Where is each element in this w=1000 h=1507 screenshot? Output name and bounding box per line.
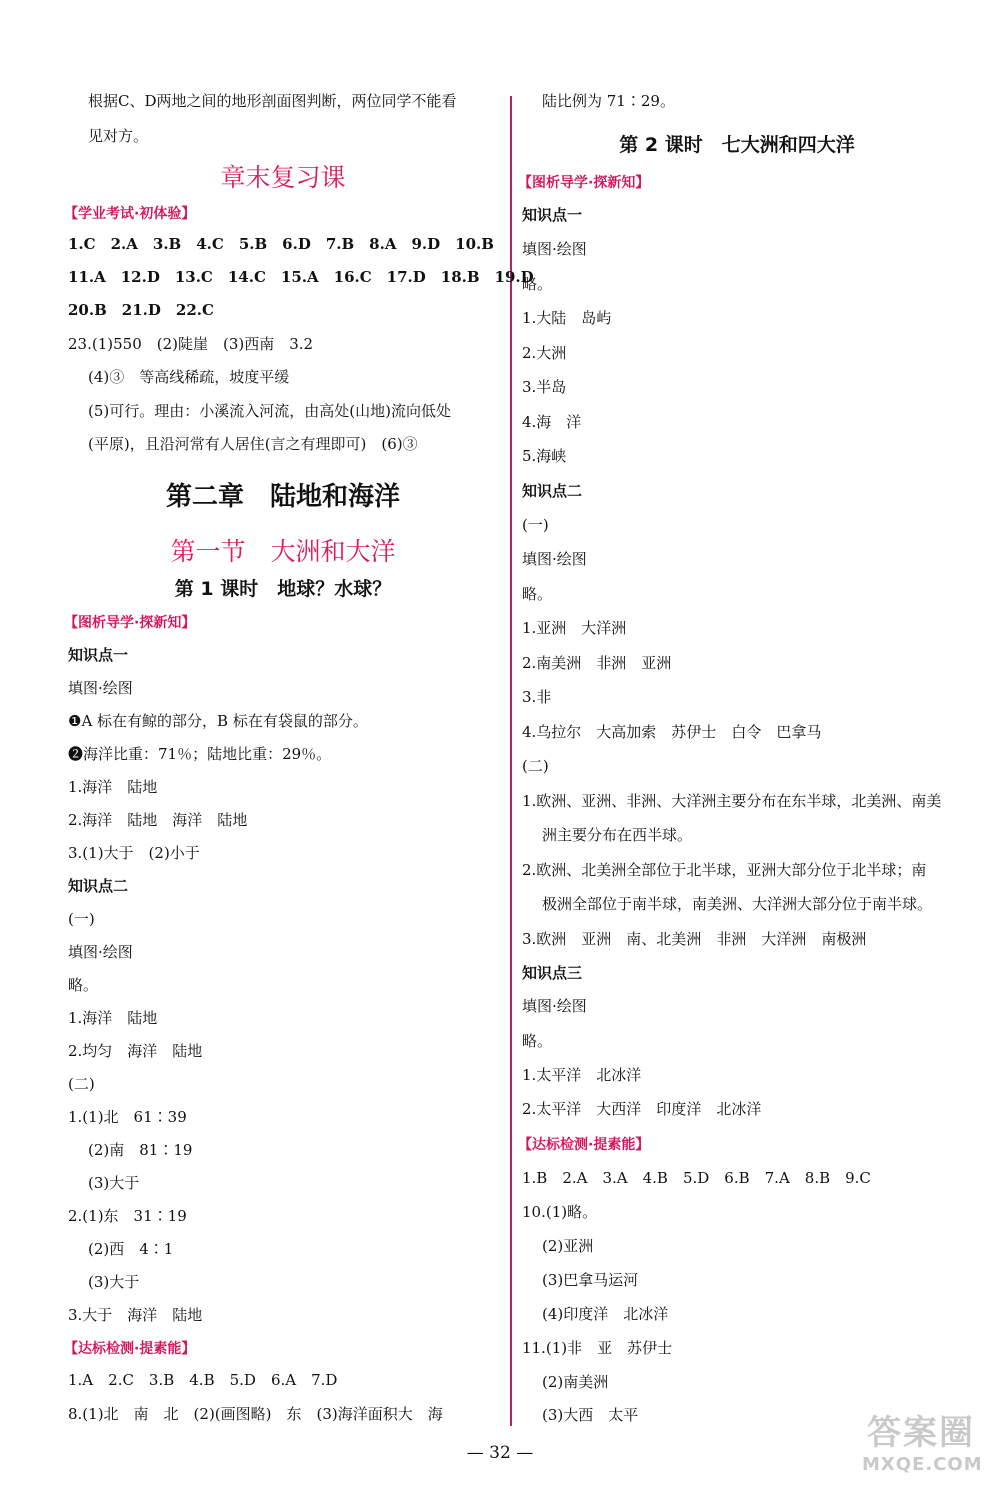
guide-line: 2.太平洋 大西洋 印度洋 北冰洋	[522, 1100, 762, 1118]
column-divider	[510, 96, 512, 1426]
chapter-title: 第二章 陆地和海洋	[165, 482, 401, 512]
review-sub-line: (5)可行。理由：小溪流入河流，由高处(山地)流向低处	[88, 402, 451, 420]
guide-line: 略。	[522, 275, 553, 293]
check-sub-line: (2)南美洲	[542, 1373, 609, 1391]
review-answer-line: 11.A 12.D 13.C 14.C 15.A 16.C 17.D 18.B 19.D	[68, 268, 534, 286]
watermark-top: 答案圈	[867, 1413, 975, 1453]
guide-line: 略。	[68, 976, 99, 994]
guide-line: 2.大洲	[522, 344, 567, 362]
guide-sub-line: (2)西 4∶1	[88, 1240, 174, 1258]
check-sub-line: (3)大西 太平	[542, 1406, 639, 1424]
guide-line: 填图·绘图	[522, 997, 587, 1015]
guide-line: 2.海洋 陆地 海洋 陆地	[68, 811, 248, 829]
guide-line: 填图·绘图	[522, 550, 587, 568]
check-line: 8.(1)北 南 北 (2)(画图略) 东 (3)海洋面积大 海	[68, 1405, 443, 1423]
guide-line: 2.均匀 海洋 陆地	[68, 1042, 203, 1060]
guide-line: 4.海 洋	[522, 413, 582, 431]
check-line: 1.B 2.A 3.A 4.B 5.D 6.B 7.A 8.B 9.C	[522, 1169, 871, 1187]
guide-line: 3.非	[522, 688, 552, 706]
guide-line: 4.乌拉尔 大高加索 苏伊士 白令 巴拿马	[522, 723, 822, 741]
review-sub-line: (4)③ 等高线稀疏，坡度平缓	[88, 368, 290, 386]
check-sub-line: (3)巴拿马运河	[542, 1271, 639, 1289]
knowledge-point: 知识点一	[522, 206, 583, 224]
knowledge-point: 知识点二	[522, 482, 583, 500]
guide-line: 极洲全部位于南半球，南美洲、大洋洲大部分位于南半球。	[542, 895, 933, 913]
guide-line: 填图·绘图	[522, 240, 587, 258]
guide-line: 3.欧洲 亚洲 南、北美洲 非洲 大洋洲 南极洲	[522, 930, 867, 948]
guide-line: 2.南美洲 非洲 亚洲	[522, 654, 672, 672]
check-line: 1.A 2.C 3.B 4.B 5.D 6.A 7.D	[68, 1371, 338, 1389]
check-line: 10.(1)略。	[522, 1203, 598, 1221]
intro-line-1: 根据C、D两地之间的地形剖面图判断，两位同学不能看	[88, 92, 457, 110]
guide-line: (二)	[68, 1075, 95, 1093]
guide-section-heading: 【图析导学·探新知】	[64, 615, 196, 631]
review-answer-line: 20.B 21.D 22.C	[68, 301, 214, 319]
guide-line: 1.欧洲、亚洲、非洲、大洋洲主要分布在东半球，北美洲、南美	[522, 792, 942, 810]
review-sub-line: (平原)，且沿河常有人居住(言之有理即可) (6)③	[88, 435, 418, 453]
guide-line: 1.海洋 陆地	[68, 1009, 158, 1027]
guide-line: 略。	[522, 585, 553, 603]
continued-line: 陆比例为 71∶29。	[542, 92, 675, 110]
review-title: 章末复习课	[220, 163, 346, 192]
guide-line: ❷海洋比重：71％；陆地比重：29％。	[68, 745, 332, 763]
guide-line: 填图·绘图	[68, 943, 133, 961]
page-number: — 32 —	[466, 1443, 534, 1463]
guide-line: 填图·绘图	[68, 679, 133, 697]
guide-line: ❶A 标在有鲸的部分，B 标在有袋鼠的部分。	[68, 712, 368, 730]
guide-sub-line: (2)南 81∶19	[88, 1141, 193, 1159]
guide-line: 洲主要分布在西半球。	[542, 826, 693, 844]
check-section-heading-2: 【达标检测·提素能】	[518, 1137, 650, 1153]
guide-line: 3.大于 海洋 陆地	[68, 1306, 203, 1324]
guide-line: (二)	[522, 757, 549, 775]
section-title: 第一节 大洲和大洋	[170, 537, 396, 566]
guide-line: 2.(1)东 31∶19	[68, 1207, 187, 1225]
watermark-logo	[862, 1405, 983, 1493]
guide-sub-line: (3)大于	[88, 1273, 140, 1291]
guide-line: 5.海峡	[522, 447, 567, 465]
intro-line-2: 见对方。	[88, 127, 149, 145]
review-answer-line: 1.C 2.A 3.B 4.C 5.B 6.D 7.B 8.A 9.D 10.B	[68, 235, 494, 253]
watermark-bottom: MXQE.COM	[862, 1454, 983, 1475]
check-section-heading: 【达标检测·提素能】	[64, 1341, 196, 1357]
check-sub-line: (4)印度洋 北冰洋	[542, 1305, 669, 1323]
guide-line: (一)	[68, 910, 95, 928]
lesson-title-2: 第 2 课时 七大洲和四大洋	[619, 134, 855, 156]
guide-section-heading-2: 【图析导学·探新知】	[518, 175, 650, 191]
guide-line: 3.半岛	[522, 378, 567, 396]
lesson-title: 第 1 课时 地球？水球？	[174, 578, 392, 600]
check-line: 11.(1)非 亚 苏伊士	[522, 1339, 673, 1357]
guide-line: 1.太平洋 北冰洋	[522, 1066, 642, 1084]
guide-sub-line: (3)大于	[88, 1174, 140, 1192]
guide-line: 1.亚洲 大洋洲	[522, 619, 627, 637]
guide-line: (一)	[522, 516, 549, 534]
guide-line: 略。	[522, 1032, 553, 1050]
review-section-heading: 【学业考试·初体验】	[64, 206, 196, 222]
knowledge-point: 知识点一	[68, 646, 129, 664]
guide-line: 1.海洋 陆地	[68, 778, 158, 796]
guide-line: 1.大陆 岛屿	[522, 309, 612, 327]
knowledge-point: 知识点三	[522, 964, 583, 982]
guide-line: 2.欧洲、北美洲全部位于北半球，亚洲大部分位于北半球；南	[522, 861, 927, 879]
guide-line: 3.(1)大于 (2)小于	[68, 844, 200, 862]
knowledge-point: 知识点二	[68, 877, 129, 895]
review-answer-line: 23.(1)550 (2)陡崖 (3)西南 3.2	[68, 335, 314, 353]
guide-line: 1.(1)北 61∶39	[68, 1108, 187, 1126]
check-sub-line: (2)亚洲	[542, 1237, 594, 1255]
